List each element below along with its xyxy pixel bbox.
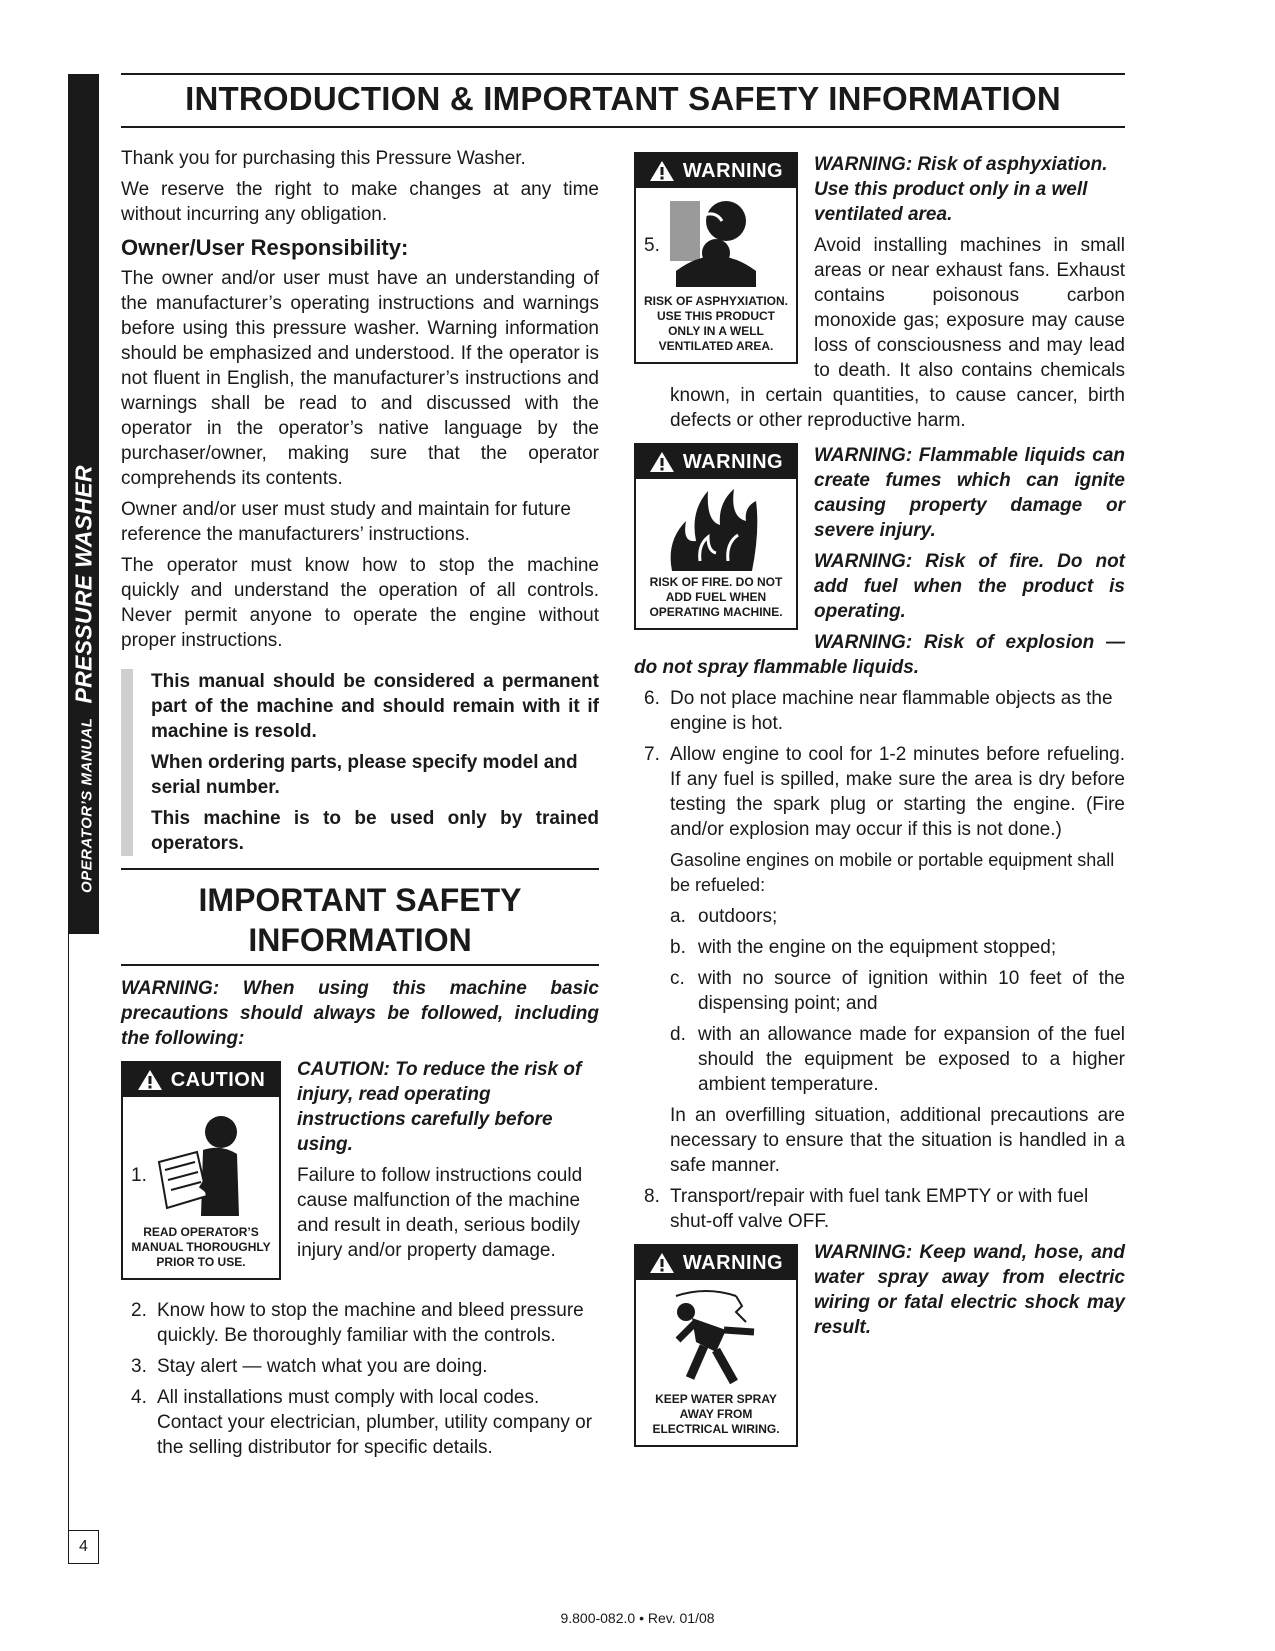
electric-label-head [636,1246,796,1280]
warning-triangle-icon [649,160,675,182]
refuel-block [634,848,1125,1178]
item-text: with an allowance made for expansion of the fuel should the equipment be exposed to a higher ambient temperature. [698,1024,1125,1095]
caution-label-text: READ OPERATOR’S MANUAL THOROUGHLY PRIOR TO USE. [131,1225,271,1269]
safety-section-title [121,868,599,966]
item-letter: d. [670,1024,686,1045]
callout-box [121,669,599,856]
fire-label-head [636,445,796,479]
fire-label-text: RISK OF FIRE. DO NOT ADD FUEL WHEN OPERATING MACHINE. [649,575,783,619]
list-item [121,1354,599,1379]
asphyxiation-label-word: WARNING [682,160,784,182]
list-item [670,904,1125,929]
fire-warning: WARNING: Risk of fire. Do not add fuel when the product is operating. [814,551,1125,622]
title-rule-top [121,73,1125,75]
caution-label-word: CAUTION [170,1069,266,1091]
list-item [634,233,1125,433]
warning-triangle-icon [649,1252,675,1274]
title-rule-bottom [121,126,1125,128]
item-text: outdoors; [698,906,778,927]
left-column [121,146,599,1466]
side-tab [68,74,99,934]
item-number: 1. [131,1165,147,1186]
side-tab-product-label: PRESSURE WASHER [70,465,96,704]
list-item [121,1298,599,1348]
intro-disclaimer: We reserve the right to make changes at any time without incurring any obligation. [121,179,599,225]
item-letter: c. [670,968,685,989]
item-text: with no source of ignition within 10 feet of the dispensing point; and [698,968,1125,1014]
item-letter: b. [670,937,686,958]
list-item [121,1385,599,1460]
safety-title-line: INFORMATION [248,922,472,958]
safety-list [634,1184,1125,1234]
owner-paragraph: Owner and/or user must study and maintain for future reference the manufacturers’ instructions. [121,499,571,545]
owner-heading: Owner/User Responsibility: [121,235,409,260]
intro-text: Thank you for purchasing this Pressure Washer. [121,148,526,169]
warning-triangle-icon [137,1069,163,1091]
item-text: with the engine on the equipment stopped; [698,937,1057,958]
warning-triangle-icon [649,451,675,473]
overfill-note: In an overfilling situation, additional precautions are necessary to ensure that the situation is handled in a safe manner. [670,1105,1125,1176]
side-tab-manual-label: OPERATOR’S MANUAL [78,717,95,893]
safety-title-line: IMPORTANT SAFETY [198,882,522,918]
list-item [121,1163,599,1263]
electric-label [634,1244,798,1447]
list-item [670,935,1125,960]
side-tab-text [70,47,97,907]
caution-text: CAUTION: To reduce the risk of injury, read operating instructions carefully before using. [297,1059,582,1155]
callout-item: This manual should be considered a permanent part of the machine and should remain with it if machine is resold. [151,671,599,742]
item-text: Stay alert — watch what you are doing. [157,1356,488,1377]
electric-label-word: WARNING [682,1252,784,1274]
item-number: 3. [131,1356,147,1377]
item-text: Know how to stop the machine and bleed pressure quickly. Be thoroughly familiar with the controls. [157,1300,584,1346]
fire-warning: WARNING: Flammable liquids can create fumes which can ignite causing property damage or severe injury. [814,445,1125,541]
item-number: 5. [644,235,660,256]
side-rule [68,934,69,1564]
caution-label-head [123,1063,279,1097]
item-number: 8. [644,1186,660,1207]
asphyxiation-label-head [636,154,796,188]
electric-label-text: KEEP WATER SPRAY AWAY FROM ELECTRICAL WIRING. [652,1392,780,1436]
item-text: Transport/repair with fuel tank EMPTY or with fuel shut-off valve OFF. [670,1186,1089,1232]
item-number: 6. [644,688,660,709]
electric-shock-icon [636,1280,796,1392]
fire-label-word: WARNING [682,451,784,473]
item-text: Do not place machine near flammable objects as the engine is hot. [670,688,1113,734]
item-text: Avoid installing machines in small areas or near exhaust fans. Exhaust contains poisonous carbon monoxide gas; exposure may cause loss of consciousness and may lead to death. It also contains chemicals known, in certain quantities, to cause cancer, birth defects or other reproductive harm. [670,235,1125,431]
list-item [670,1022,1125,1097]
list-item [634,742,1125,842]
list-item [670,966,1125,1016]
refuel-conditions [670,904,1125,1097]
safety-list [634,233,1125,433]
item-text: All installations must comply with local codes. Contact your electrician, plumber, utility company or the selling distributor for specific details. [157,1387,593,1458]
owner-paragraph: The operator must know how to stop the machine quickly and understand the operation of all controls. Never permit anyone to operate the engine without proper instructions. [121,555,599,651]
document-footer: 9.800-082.0 • Rev. 01/08 [560,1610,715,1626]
callout-item: When ordering parts, please specify model and serial number. [151,752,578,798]
safety-list [121,1163,599,1263]
fire-icon [636,479,796,575]
list-item [634,1184,1125,1234]
fire-warning: WARNING: Risk of explosion — do not spray flammable liquids. [634,632,1125,678]
fire-label [634,443,798,630]
asphyxiation-label-text: RISK OF ASPHYXIATION. USE THIS PRODUCT ONLY IN A WELL VENTILATED AREA. [643,294,788,353]
asphyxiation-warning: WARNING: Risk of asphyxiation. Use this product only in a well ventilated area. [814,154,1108,225]
item-letter: a. [670,906,686,927]
item-number: 7. [644,744,660,765]
gasoline-intro: Gasoline engines on mobile or portable equipment shall be refueled: [670,850,1115,895]
safety-warning: WARNING: When using this machine basic precautions should always be followed, including the following: [121,978,599,1049]
electric-warning: WARNING: Keep wand, hose, and water spray away from electric wiring or fatal electric shock may result. [814,1242,1125,1338]
safety-list [634,686,1125,842]
item-text: Failure to follow instructions could cause malfunction of the machine and result in death, serious bodily injury and/or property damage. [297,1165,583,1261]
safety-list [121,1298,599,1460]
right-column [634,152,1125,1455]
item-text: Allow engine to cool for 1-2 minutes before refueling. If any fuel is spilled, make sure the area is dry before testing the spark plug or starting the engine. (Fire and/or explosion may occur if this is not done.) [670,744,1125,840]
callout-item: This machine is to be used only by trained operators. [151,808,599,854]
page-number: 4 [68,1530,99,1564]
item-number: 4. [131,1387,147,1408]
page-title: INTRODUCTION & IMPORTANT SAFETY INFORMATION [185,80,1061,117]
list-item [634,686,1125,736]
owner-paragraph: The owner and/or user must have an understanding of the manufacturer’s operating instructions and warnings before using this pressure washer. Warning information should be emphasized and understood. If the operator is not fluent in English, the manufacturer’s instructions and warnings shall be read to and discussed with the operator in the operator’s native language by the purchaser/owner, making sure that the operator comprehends its contents. [121,268,599,489]
item-number: 2. [131,1300,147,1321]
